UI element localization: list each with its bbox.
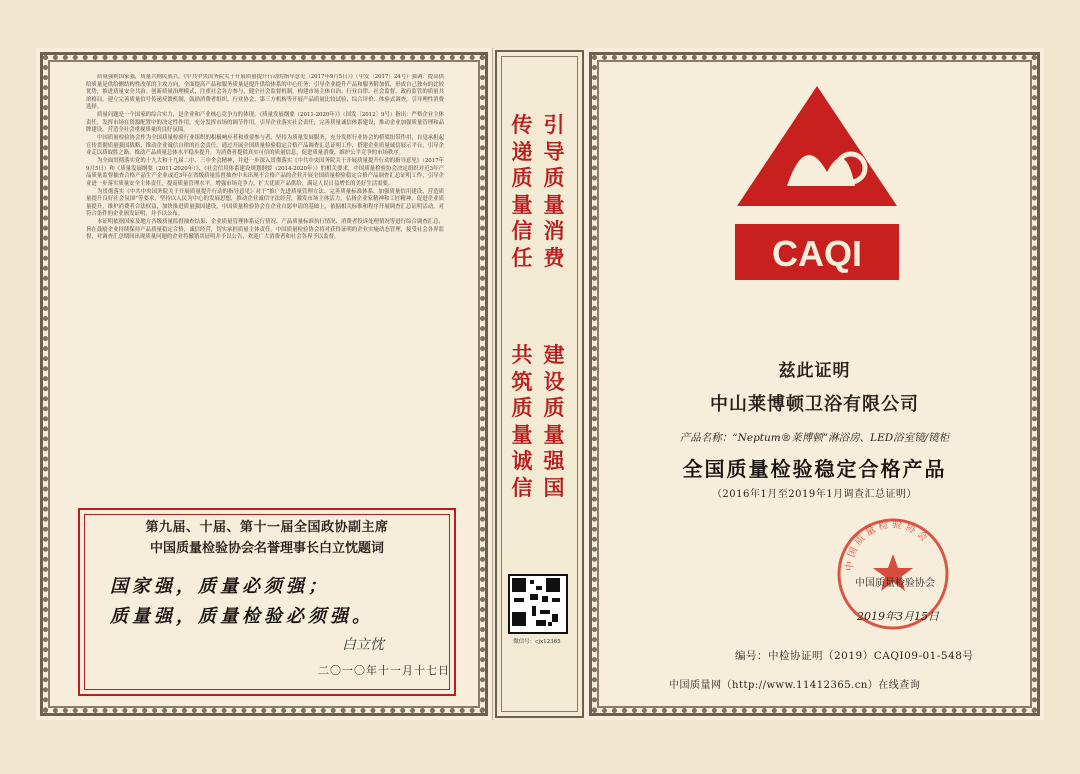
slogan-char: 导 — [543, 138, 565, 164]
slogan-char: 质 — [543, 395, 565, 420]
seal-ring-text: 中国质量检验协会 — [844, 519, 932, 572]
signature: 白立忱 — [342, 637, 384, 653]
logo-text: CAQI — [772, 233, 862, 274]
slogan-char: 诚 — [511, 448, 533, 473]
policy-paragraph: 为贯彻落实《中共中央国务院关于开展质量提升行动的指导意见》对于“推广先进质量管理方法、完善质量标准体系、加强质量信用建设、营造质量提升良好社会氛围”等要求，坚持以人民为中心的发展思想，推动企业诚信守法经营，激发市场主体活力，弘扬企业家精神和工匠精神，促进企业质量提升，维护消费者合法权益，加快推进质量强国建设，中国质量检验协会在企业自愿申请的基础上，依据相关标准和程序开展调查汇总证明活动，对符合条件的企业颁发证明，并予以公布。 — [86, 188, 444, 217]
cert-title: 兹此证明 — [778, 361, 851, 381]
slogan-char: 质 — [511, 165, 533, 190]
verification-website: 中国质量网（http://www.11412365.cn）在线查询 — [669, 680, 921, 691]
main-title: 全国质量检验稳定合格产品 — [682, 457, 947, 481]
policy-paragraph: 质量问题是一个国家的综合实力，是企业和产业核心竞争力的体现。《质量发展纲要（2011-2020年）》（国发〔2012〕9号）指出：严格企业主体责任，发挥市场在资源配置中的决定性作用，充分发挥市场的调节作用，引导企业落实社会责任，完善质量诚信体系建设，推动企业加强质量管理和品牌建设，营造全社会重视质量的良好氛围。 — [86, 112, 444, 133]
right-panel — [585, 48, 1044, 720]
slogan-char: 信 — [511, 218, 533, 243]
slogan-char: 量 — [511, 421, 533, 447]
inscription-header-1: 第九届、十届、第十一届全国政协副主席 — [145, 520, 389, 535]
slogan-char: 任 — [511, 244, 533, 270]
slogan-char: 费 — [543, 244, 565, 270]
slogan-char: 传 — [511, 112, 533, 137]
slogan-guide-consumption — [540, 112, 568, 271]
slogan-char: 引 — [543, 112, 565, 137]
slogan-char: 消 — [543, 218, 565, 243]
slogan-char: 量 — [511, 191, 533, 217]
slogan-char: 筑 — [511, 368, 533, 394]
inscription-line-2: 质量强，质量检验必须强。 — [110, 606, 374, 627]
policy-text — [86, 74, 444, 544]
inscription-date: 二〇一〇年十一月十七日 — [318, 664, 450, 677]
slogan-transmit-trust — [508, 112, 536, 271]
policy-paragraph: 中国质量检验协会作为全国质量检验行业组织的积极响应者和重要参与者，坚持为质量发展服务，充分发挥行业协会的桥梁纽带作用，自觉承担起宣传贯彻质量强国战略、推动企业诚信自律的社会责任。通过开展全国质量检验稳定合格产品调查汇总证明工作，搭建企业质量诚信展示平台，引导企业走以质取胜之路，推动产品质量总体水平稳步提升，为消费者提供真实可信的质量信息，促进质量消费，维护公平竞争的市场秩序。 — [86, 135, 444, 156]
left-panel — [36, 48, 492, 720]
qr-code — [508, 574, 568, 634]
qr-caption: 微信号：cjx12365 — [513, 639, 561, 645]
slogan-char: 量 — [543, 421, 565, 447]
slogan-char: 递 — [511, 138, 533, 164]
slogan-char: 强 — [543, 448, 565, 473]
slogan-char: 量 — [543, 191, 565, 217]
logo-triangle — [737, 86, 897, 206]
slogan-char: 建 — [543, 342, 565, 367]
slogan-char: 质 — [543, 165, 565, 190]
slogan-build-integrity — [508, 342, 536, 501]
certificate-number: 编号：中检协证明（2019）CAQI09-01-548号 — [735, 650, 974, 662]
slogan-build-strong-nation — [540, 342, 568, 501]
slogan-char: 共 — [511, 342, 533, 367]
seal-organization: 中国质量检验协会 — [855, 578, 935, 589]
policy-paragraph: 本证明依据国家及地方各级质量监督抽查结果、企业质量管理体系运行情况、产品质量标准执行情况、消费者投诉处理情况等进行综合调查汇总，旨在鼓励企业持续保持产品质量稳定合格，诚信经营，切实承担质量主体责任。中国质量检验协会将对获得证明的企业实施动态管理，接受社会各界监督，对调查汇总期间出现质量问题的企业将撤销其证明并予以公告，欢迎广大消费者和社会各界予以监督。 — [86, 219, 444, 240]
inscription-header-2: 中国质量检验协会名誉理事长白立忱题词 — [149, 541, 384, 556]
slogan-char: 设 — [543, 368, 565, 394]
survey-period: （2016年1月至2019年1月调查汇总证明） — [711, 489, 918, 500]
inscription-line-1: 国家强，质量必须强； — [110, 576, 330, 597]
slogan-char: 质 — [511, 395, 533, 420]
company-name: 中山莱博顿卫浴有限公司 — [710, 394, 919, 415]
slogan-char: 国 — [543, 474, 565, 500]
policy-paragraph: 为全面贯彻落实党的十九大和十九届二中、三中全会精神，并进一步深入贯彻落实《中共中央国务院关于开展质量提升行动的指导意见》（2017年9月5日）和《质量发展纲要（2011-2020年）》、《社会信用体系建设规划纲要（2014-2020年）》的相关要求，中国质量检验协会决定组织对近3年产品质量监督抽查合格产品生产企业或近3年在省级质量监督抽查中未出现不合格产品的企业开展全国质量检验稳定合格产品调查汇总证明工作，引导企业进一步落实质量安全主体责任，提高质量管理水平，增强市场竞争力，扩大优质产品供给，满足人民日益增长的美好生活需要。 — [86, 158, 444, 187]
product-name: 产品名称：“Neptum®莱博顿”淋浴房、LED浴室镜/镜柜 — [679, 432, 950, 444]
caqi-logo — [727, 76, 907, 292]
policy-paragraph: 质量强则国家强，质量兴则民族兴。《中共中央国务院关于开展质量提升行动的指导意见（2017年9月5日）》（中发〔2017〕24号）强调：提高供给质量是供给侧结构性改革的主攻方向，全面提高产品和服务质量是提升供给体系的中心任务；引导企业提升产品和服务附加值，形成自己独有的比较优势，推进质量安全共治。创新质量治理模式，注重社会各方参与，健全社会监督机制，构建市场主体自治、行业自律、社会监督、政府监管的质量共治格局。建立完善质量信号传递反馈机制，鼓励消费者组织、行业协会、第三方机构等开展产品质量比较试验、综合评价、体验式调查，引导理性消费选择。 — [86, 74, 444, 110]
inscription-box — [78, 508, 456, 696]
slogan-char: 信 — [511, 474, 533, 500]
issue-date: 2019年3月15日 — [857, 610, 939, 623]
